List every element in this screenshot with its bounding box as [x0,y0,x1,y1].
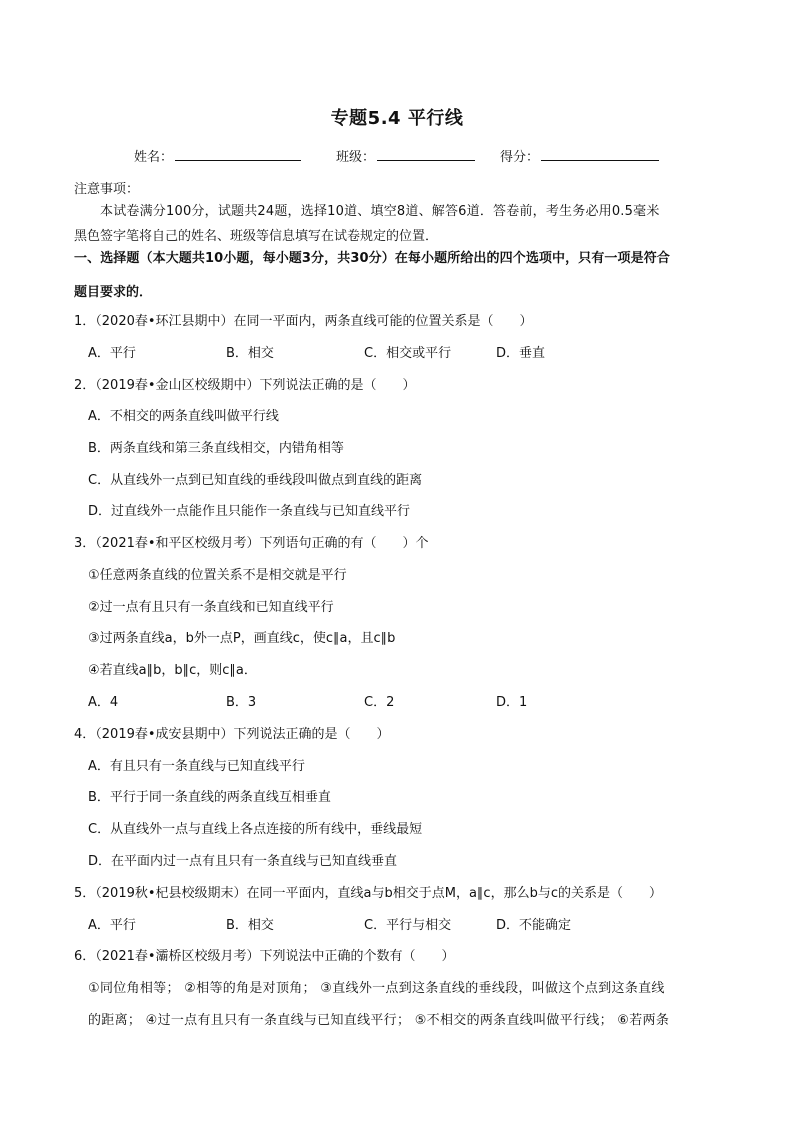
choice-a: A．平行 [88,918,136,933]
score-blank [541,146,659,161]
option-d: D．在平面内过一点有且只有一条直线与已知直线垂直 [88,854,398,869]
choice-c: C．相交或平行 [364,346,452,361]
choice-c: C．平行与相交 [364,918,452,933]
choice-b: B．相交 [226,918,274,933]
choice-b: B．3 [226,695,257,710]
notice-line-1: 本试卷满分100分，试题共24题，选择10道、填空8道、解答6道．答卷前，考生务必用0.5毫米 [100,204,660,219]
score-label: 得分： [500,150,540,165]
section-heading-line-1: 一、选择题（本大题共10小题，每小题3分，共30分）在每小题所给出的四个选项中，只有一项是符合 [74,251,670,266]
choice-c: C．2 [364,695,395,710]
page-title: 专题5.4 平行线 [330,108,464,129]
question-5-stem: 5．（2019秋•杞县校级期末）在同一平面内，直线a与b相交于点M，a∥c，那么b与c的关系是（ ） [74,886,662,901]
notice-heading: 注意事项： [74,182,140,197]
choice-d: D．垂直 [496,346,546,361]
notice-line-2: 黑色签字笔将自己的姓名、班级等信息填写在试卷规定的位置． [74,229,439,244]
statement-2: ②过一点有且只有一条直线和已知直线平行 [88,600,334,615]
score-field [500,146,659,165]
question-4-stem: 4．（2019春•成安县期中）下列说法正确的是（ ） [74,727,390,742]
option-b: B．平行于同一条直线的两条直线互相垂直 [88,790,331,805]
question-2-stem: 2．（2019春•金山区校级期中）下列说法正确的是（ ） [74,378,416,393]
question-5-choices [88,914,768,932]
option-b: B．两条直线和第三条直线相交，内错角相等 [88,441,344,456]
question-6-body-line-2: 的距离； ④过一点有且只有一条直线与已知直线平行； ⑤不相交的两条直线叫做平行线； ⑥若两条 [88,1013,670,1028]
choice-b: B．相交 [226,346,274,361]
name-label: 姓名： [134,150,174,165]
option-c: C．从直线外一点到已知直线的垂线段叫做点到直线的距离 [88,473,423,488]
question-3-choices [88,691,768,709]
choice-d: D．不能确定 [496,918,572,933]
student-info-row [0,146,794,166]
question-1-choices [88,342,768,360]
option-a: A．有且只有一条直线与已知直线平行 [88,759,305,774]
choice-a: A．平行 [88,346,136,361]
option-a: A．不相交的两条直线叫做平行线 [88,409,279,424]
name-field [134,146,301,165]
question-3-stem: 3．（2021春•和平区校级月考）下列语句正确的有（ ）个 [74,536,429,551]
statement-1: ①任意两条直线的位置关系不是相交就是平行 [88,568,347,583]
class-label: 班级： [336,150,376,165]
class-blank [377,146,475,161]
choice-d: D．1 [496,695,528,710]
question-6-body-line-1: ①同位角相等； ②相等的角是对顶角； ③直线外一点到这条直线的垂线段，叫做这个点到这条直线 [88,981,665,996]
statement-4: ④若直线a∥b，b∥c，则c∥a． [88,663,257,678]
question-6-stem: 6．（2021春•灞桥区校级月考）下列说法中正确的个数有（ ） [74,949,455,964]
choice-a: A．4 [88,695,119,710]
question-1-stem: 1．（2020春•环江县期中）在同一平面内，两条直线可能的位置关系是（ ） [74,314,533,329]
statement-3: ③过两条直线a，b外一点P，画直线c，使c∥a，且c∥b [88,631,396,646]
option-c: C．从直线外一点与直线上各点连接的所有线中，垂线最短 [88,822,423,837]
section-heading-line-2: 题目要求的． [74,285,153,300]
class-field [336,146,475,165]
option-d: D．过直线外一点能作且只能作一条直线与已知直线平行 [88,504,411,519]
name-blank [175,146,301,161]
